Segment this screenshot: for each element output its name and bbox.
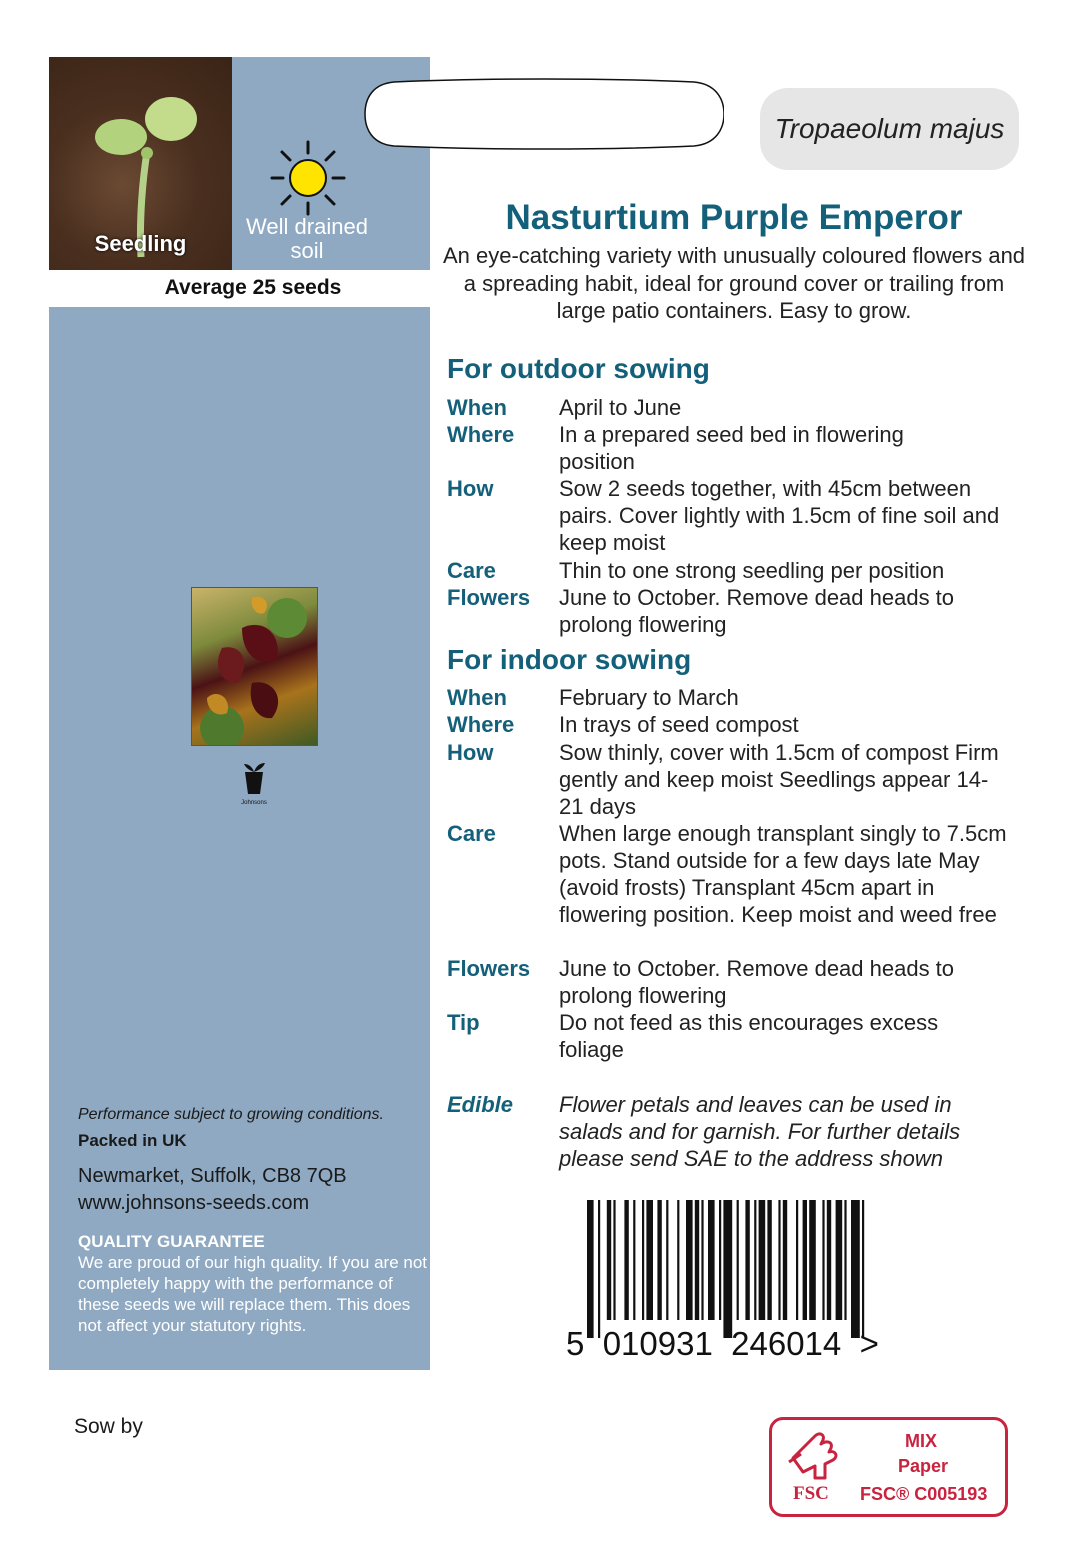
- barcode-bar: [778, 1200, 780, 1320]
- company-website: www.johnsons-seeds.com: [78, 1192, 310, 1214]
- barcode-bar: [624, 1200, 628, 1320]
- barcode-bar: [844, 1200, 846, 1320]
- barcode-bar: [666, 1200, 668, 1320]
- row-label: How: [447, 740, 494, 765]
- row-text: June to October. Remove dead heads to prolong flowering: [559, 585, 955, 637]
- nasturtium-illustration: [192, 588, 317, 745]
- barcode-bar: [862, 1200, 864, 1338]
- packed-in-label: Packed in UK: [78, 1131, 187, 1150]
- row-label: Flowers: [447, 956, 531, 981]
- edible-label: Edible: [447, 1092, 514, 1117]
- barcode-bar: [759, 1200, 766, 1320]
- company-address: Newmarket, Suffolk, CB8 7QB: [78, 1165, 347, 1187]
- barcode-bar: [587, 1200, 594, 1338]
- barcode-bar: [701, 1200, 703, 1320]
- hang-slot-shape: [364, 74, 724, 154]
- outdoor-how-row: [447, 475, 1027, 556]
- indoor-tip-row: [447, 1009, 1027, 1063]
- row-text: Sow thinly, cover with 1.5cm of compost Firm gently and keep moist Seedlings appear 14-21 days: [559, 740, 999, 819]
- barcode-bar: [708, 1200, 715, 1320]
- row-text: In a prepared seed bed in flowering position: [559, 422, 904, 474]
- seed-count: Average 25 seeds: [164, 276, 342, 299]
- sun-icon: [270, 140, 346, 216]
- edible-text: Flower petals and leaves can be used in salads and for garnish. For further details please send SAE to the address shown: [559, 1092, 961, 1171]
- row-label: Care: [447, 821, 496, 846]
- outdoor-where-row: [447, 421, 1027, 475]
- indoor-how-row: [447, 739, 1027, 820]
- barcode: [585, 1200, 973, 1338]
- barcode-bar: [695, 1200, 699, 1320]
- barcode-bar: [657, 1200, 661, 1320]
- outdoor-care-row: [447, 557, 1027, 584]
- barcode-bar: [767, 1200, 771, 1320]
- fsc-mix-label: MIX: [905, 1431, 938, 1451]
- outdoor-flowers-row: [447, 584, 1027, 638]
- latin-name: Tropaeolum majus: [774, 113, 1005, 144]
- fsc-wordmark: FSC: [793, 1483, 829, 1504]
- row-label: Care: [447, 558, 496, 583]
- flower-photo: [191, 587, 318, 746]
- barcode-bar: [796, 1200, 798, 1320]
- indoor-when-row: [447, 684, 1027, 711]
- row-label: When: [447, 685, 507, 710]
- row-text: June to October. Remove dead heads to prolong flowering: [559, 956, 955, 1008]
- product-title: Nasturtium Purple Emperor: [505, 198, 963, 237]
- barcode-bar: [783, 1200, 787, 1320]
- indoor-sowing-title: For indoor sowing: [447, 644, 692, 675]
- barcode-bar: [822, 1200, 824, 1320]
- barcode-bar: [633, 1200, 635, 1320]
- barcode-bar: [803, 1200, 807, 1320]
- barcode-bar: [677, 1200, 679, 1320]
- sow-by-label: Sow by: [74, 1415, 143, 1438]
- indoor-flowers-row: [447, 955, 1027, 1009]
- outdoor-when-row: [447, 394, 1027, 421]
- seedling-label: Seedling: [94, 231, 187, 256]
- barcode-bar: [851, 1200, 860, 1338]
- row-text: Do not feed as this encourages excess foliage: [559, 1010, 939, 1062]
- row-label: When: [447, 395, 507, 420]
- barcode-bar: [836, 1200, 843, 1320]
- fsc-license-code: FSC® C005193: [860, 1484, 988, 1504]
- row-label: How: [447, 476, 494, 501]
- barcode-bar: [642, 1200, 644, 1320]
- edible-row: [447, 1091, 1027, 1172]
- row-label: Tip: [447, 1010, 480, 1035]
- barcode-bar: [754, 1200, 756, 1320]
- indoor-where-row: [447, 711, 1027, 738]
- performance-note: Performance subject to growing conditions.: [78, 1106, 384, 1123]
- johnsons-logo-icon: [236, 760, 272, 806]
- soil-requirement-label: Well drained soil: [246, 214, 368, 263]
- barcode-bar: [646, 1200, 653, 1320]
- barcode-bar: [598, 1200, 600, 1338]
- outdoor-sowing-title: For outdoor sowing: [447, 353, 710, 384]
- row-text: In trays of seed compost: [559, 712, 799, 737]
- row-text: Thin to one strong seedling per position: [559, 558, 945, 583]
- indoor-care-row: [447, 820, 1027, 955]
- barcode-bar: [745, 1200, 749, 1320]
- barcode-bar: [737, 1200, 739, 1320]
- barcode-bar: [613, 1200, 615, 1320]
- barcode-bar: [686, 1200, 693, 1320]
- row-text: April to June: [559, 395, 682, 420]
- barcode-bar: [607, 1200, 611, 1320]
- quality-guarantee-text: We are proud of our high quality. If you are not completely happy with the performance of these seeds we will replace them. This does not affect your statutory rights.: [78, 1253, 428, 1335]
- fsc-tree-icon: [785, 1428, 847, 1482]
- product-description: An eye-catching variety with unusually coloured flowers and a spreading habit, ideal for ground cover or trailing from large patio containers. Easy to grow.: [442, 243, 1026, 323]
- fsc-paper-label: Paper: [898, 1456, 949, 1476]
- row-label: Where: [447, 422, 515, 447]
- row-text: February to March: [559, 685, 739, 710]
- barcode-bar: [719, 1200, 721, 1320]
- row-text: Sow 2 seeds together, with 45cm between pairs. Cover lightly with 1.5cm of fine soil and keep moist: [559, 476, 1000, 555]
- barcode-digits: 5 010931 246014 >: [566, 1325, 879, 1362]
- row-label: Flowers: [447, 585, 531, 610]
- barcode-bar: [809, 1200, 816, 1320]
- barcode-bar: [827, 1200, 831, 1320]
- brand-mark-text: Johnsons: [241, 800, 267, 806]
- quality-guarantee-title: QUALITY GUARANTEE: [78, 1232, 265, 1251]
- row-text: When large enough transplant singly to 7.5cm pots. Stand outside for a few days late May (avoid frosts) Transplant 45cm apart in flowering position. Keep moist and weed free: [559, 821, 1007, 927]
- barcode-bar: [723, 1200, 732, 1338]
- row-label: Where: [447, 712, 515, 737]
